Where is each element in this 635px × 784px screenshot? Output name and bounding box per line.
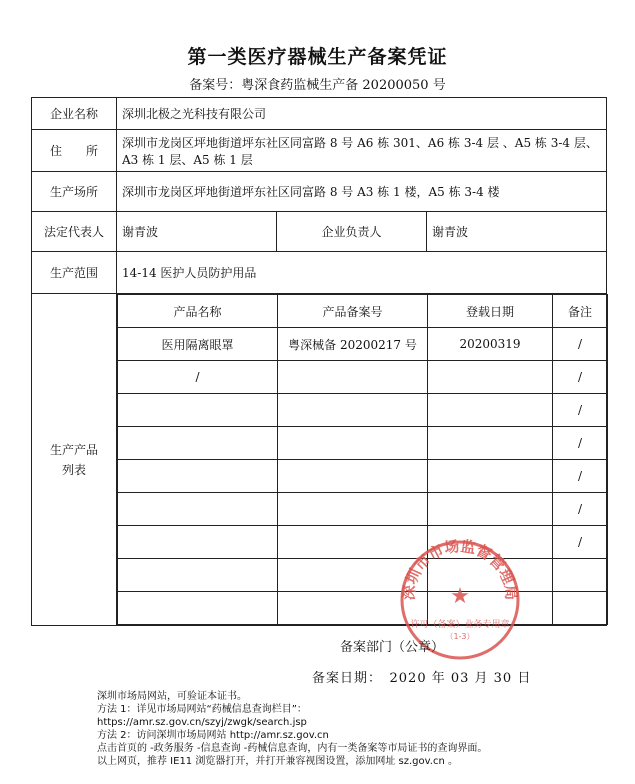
product-remark-cell — [553, 559, 608, 592]
record-department: 备案部门（公章） — [340, 640, 445, 655]
product-row — [118, 361, 608, 394]
product-remark-cell: / — [553, 394, 608, 427]
product-record-cell — [278, 493, 428, 526]
product-row — [118, 394, 608, 427]
product-name-cell — [118, 394, 278, 427]
product-remark-cell: / — [553, 328, 608, 361]
header-record-number: 产品备案号 — [278, 295, 428, 328]
product-name-cell — [118, 559, 278, 592]
product-date-cell — [428, 460, 553, 493]
scope-value: 14-14 医护人员防护用品 — [117, 252, 607, 294]
product-record-cell: 粤深械备 20200217 号 — [278, 328, 428, 361]
product-date-cell — [428, 394, 553, 427]
verification-footer — [97, 690, 487, 768]
footer-line: 点击首页的 -政务服务 -信息查询 -药械信息查询，内有一类备案等市局证书的查询界面。 — [97, 743, 488, 754]
legal-rep-label: 法定代表人 — [32, 212, 117, 252]
seal-star-icon: ★ — [450, 584, 470, 609]
record-number: 备案号：粤深食药监械生产备 20200050 号 — [189, 78, 446, 93]
product-date-cell — [428, 427, 553, 460]
legal-rep-value: 谢青波 — [117, 212, 277, 252]
product-remark-cell — [553, 592, 608, 625]
product-name-cell — [118, 493, 278, 526]
product-row — [118, 328, 608, 361]
product-remark-cell: / — [553, 493, 608, 526]
header-post-date: 登载日期 — [428, 295, 553, 328]
seal-code: （1-3） — [445, 632, 475, 641]
address-label: 住 所 — [32, 130, 117, 172]
product-remark-cell: / — [553, 526, 608, 559]
product-record-cell — [278, 460, 428, 493]
product-row — [118, 526, 608, 559]
product-date-cell: 20200319 — [428, 328, 553, 361]
site-label: 生产场所 — [32, 172, 117, 212]
seal-bottom-text: 许可（备案）业务专用章 — [410, 620, 510, 630]
scope-label: 生产范围 — [32, 252, 117, 294]
product-row — [118, 592, 608, 625]
person-in-charge-label: 企业负责人 — [277, 212, 427, 252]
footer-line: 深圳市场局网站，可验证本证书。 — [97, 691, 247, 702]
product-record-cell — [278, 361, 428, 394]
product-record-cell — [278, 394, 428, 427]
header-remarks: 备注 — [553, 295, 608, 328]
footer-line: 以上网页，推荐 IE11 浏览器打开，并打开兼容视图设置，添加网址 sz.gov.cn 。 — [97, 756, 458, 767]
product-date-cell — [428, 493, 553, 526]
product-list-cell — [117, 294, 607, 626]
product-remark-cell: / — [553, 427, 608, 460]
record-date: 备案日期： 2020 年 03 月 30 日 — [312, 671, 532, 686]
product-name-cell — [118, 427, 278, 460]
person-in-charge-value: 谢青波 — [427, 212, 607, 252]
footer-link[interactable]: https://amr.sz.gov.cn/szyj/zwgk/search.jsp — [97, 717, 307, 728]
product-table — [117, 294, 608, 625]
seal-text: 深圳市市场监督管理局 — [399, 537, 521, 601]
header-product-name: 产品名称 — [118, 295, 278, 328]
company-value: 深圳北极之光科技有限公司 — [117, 98, 607, 130]
product-name-cell — [118, 592, 278, 625]
product-list-label: 生产产品 列表 — [32, 294, 117, 626]
company-label: 企业名称 — [32, 98, 117, 130]
product-name-cell — [118, 526, 278, 559]
product-remark-cell: / — [553, 361, 608, 394]
product-remark-cell: / — [553, 460, 608, 493]
product-name-cell: / — [118, 361, 278, 394]
product-name-cell — [118, 460, 278, 493]
certificate-title: 第一类医疗器械生产备案凭证 — [187, 46, 448, 68]
product-row — [118, 493, 608, 526]
product-date-cell — [428, 361, 553, 394]
product-record-cell — [278, 427, 428, 460]
product-row — [118, 427, 608, 460]
address-value: 深圳市龙岗区坪地街道坪东社区同富路 8 号 A6 栋 301、A6 栋 3-4 层 、A5 栋 3-4 层、A3 栋 1 层、A5 栋 1 层 — [117, 130, 607, 172]
product-name-cell: 医用隔离眼罩 — [118, 328, 278, 361]
product-row — [118, 559, 608, 592]
site-value: 深圳市龙岗区坪地街道坪东社区同富路 8 号 A3 栋 1 楼，A5 栋 3-4 楼 — [117, 172, 607, 212]
footer-line: 方法 1：详见市场局网站“药械信息查询栏目”： — [97, 704, 307, 715]
footer-line: 方法 2：访问深圳市场局网站 http://amr.sz.gov.cn — [97, 730, 329, 741]
product-row — [118, 460, 608, 493]
